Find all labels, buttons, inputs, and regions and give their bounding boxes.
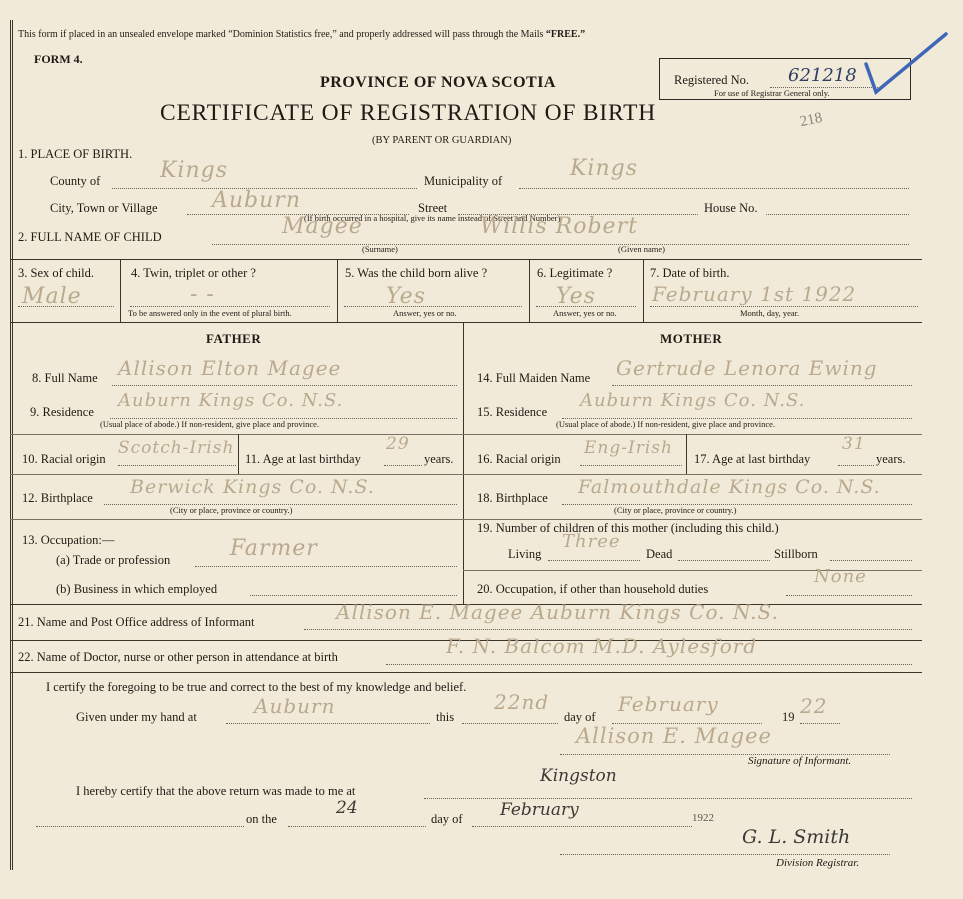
child-name-label: 2. FULL NAME OF CHILD	[18, 230, 162, 244]
municipality-label: Municipality of	[424, 174, 503, 188]
dead-label: Dead	[646, 547, 673, 561]
father-race-label: 10. Racial origin	[22, 452, 106, 466]
city-label: City, Town or Village	[50, 201, 158, 215]
doctor-label: 22. Name of Doctor, nurse or other person in attendance at birth	[18, 650, 338, 664]
given-place-value: Auburn	[254, 694, 336, 718]
certify-statement: I certify the foregoing to be true and correct to the best of my knowledge and belief.	[46, 680, 467, 694]
father-race-value: Scotch-Irish	[118, 438, 235, 458]
father-age-label: 11. Age at last birthday	[245, 452, 361, 466]
children-count-label: 19. Number of children of this mother (including this child.)	[477, 521, 779, 535]
trade-value: Farmer	[230, 536, 318, 561]
given-caption: (Given name)	[618, 244, 665, 254]
page-title: CERTIFICATE OF REGISTRATION OF BIRTH	[160, 100, 656, 126]
municipality-value: Kings	[570, 156, 639, 181]
mother-residence-note: (Usual place of abode.) If non-resident, give place and province.	[556, 419, 776, 429]
father-birthplace-note: (City or place, province or country.)	[170, 505, 293, 515]
living-value: Three	[562, 531, 621, 552]
place-of-birth-heading: 1. PLACE OF BIRTH.	[18, 147, 133, 161]
mother-name-value: Gertrude Lenora Ewing	[616, 356, 878, 380]
street-label: Street	[418, 201, 448, 215]
mother-name-label: 14. Full Maiden Name	[477, 371, 591, 385]
given-year-value: 22	[800, 694, 828, 718]
mother-birthplace-label: 18. Birthplace	[477, 491, 548, 505]
father-birthplace-label: 12. Birthplace	[22, 491, 93, 505]
given-month-value: February	[618, 692, 719, 716]
mail-notice: This form if placed in an unsealed envelope marked “Dominion Statistics free,” and properly addressed will pass through the Mails “FREE.”	[18, 29, 586, 40]
house-label: House No.	[704, 201, 758, 215]
alive-value: Yes	[386, 284, 426, 309]
mother-birthplace-note: (City or place, province or country.)	[614, 505, 737, 515]
mother-residence-label: 15. Residence	[477, 405, 548, 419]
legitimate-label: 6. Legitimate ?	[537, 266, 613, 280]
stillborn-label: Stillborn	[774, 547, 818, 561]
given-under-label: Given under my hand at	[76, 710, 197, 724]
father-name-value: Allison Elton Magee	[118, 356, 342, 380]
dob-note: Month, day, year.	[740, 308, 800, 318]
father-birthplace-value: Berwick Kings Co. N.S.	[130, 476, 375, 498]
father-age-value: 29	[386, 434, 410, 454]
alive-label: 5. Was the child born alive ?	[345, 266, 488, 280]
registrar-use-note: For use of Registrar General only.	[714, 88, 830, 98]
county-label: County of	[50, 174, 101, 188]
sex-label: 3. Sex of child.	[18, 266, 95, 280]
father-residence-note: (Usual place of abode.) If non-resident, give place and province.	[100, 419, 320, 429]
registrar-day-value: 24	[336, 798, 358, 818]
registered-label: Registered No.	[674, 73, 749, 87]
living-label: Living	[508, 547, 542, 561]
mother-occupation-label: 20. Occupation, if other than household duties	[477, 582, 709, 596]
division-registrar-caption: Division Registrar.	[776, 857, 860, 869]
sex-value: Male	[22, 284, 82, 309]
given-day-value: 22nd	[494, 690, 550, 714]
mother-birthplace-value: Falmouthdale Kings Co. N.S.	[578, 476, 881, 498]
city-value: Auburn	[212, 188, 301, 213]
informant-value: Allison E. Magee Auburn Kings Co. N.S.	[336, 600, 779, 624]
check-mark-icon	[862, 30, 952, 100]
business-label: (b) Business in which employed	[56, 582, 218, 596]
registrar-statement: I hereby certify that the above return was made to me at	[76, 784, 356, 798]
mother-race-value: Eng-Irish	[584, 438, 673, 458]
mother-heading: MOTHER	[660, 331, 723, 346]
informant-signature: Allison E. Magee	[576, 724, 772, 748]
mother-residence-value: Auburn Kings Co. N.S.	[580, 390, 806, 411]
dob-value: February 1st 1922	[652, 282, 857, 306]
given-year-prefix: 19	[782, 710, 795, 724]
county-value: Kings	[160, 158, 229, 183]
alive-note: Answer, yes or no.	[393, 308, 457, 318]
registrar-signature: G. L. Smith	[742, 826, 851, 848]
father-residence-label: 9. Residence	[30, 405, 94, 419]
twin-value: - -	[190, 282, 215, 307]
dob-label: 7. Date of birth.	[650, 266, 730, 280]
mother-age-unit: years.	[876, 452, 906, 466]
mother-age-value: 31	[842, 434, 866, 454]
trade-label: (a) Trade or profession	[56, 553, 171, 567]
mother-age-label: 17. Age at last birthday	[694, 452, 811, 466]
registrar-place-value: Kingston	[540, 766, 617, 786]
father-occupation-heading: 13. Occupation:—	[22, 533, 115, 547]
child-given-value: Willis Robert	[480, 214, 638, 239]
registrar-day-label: day of	[431, 812, 463, 826]
father-heading: FATHER	[206, 331, 262, 346]
registrar-year-value: 1922	[692, 812, 714, 824]
father-age-unit: years.	[424, 452, 454, 466]
informant-label: 21. Name and Post Office address of Informant	[18, 615, 255, 629]
form-number: FORM 4.	[34, 52, 83, 66]
twin-label: 4. Twin, triplet or other ?	[131, 266, 256, 280]
father-residence-value: Auburn Kings Co. N.S.	[118, 390, 344, 411]
father-name-label: 8. Full Name	[32, 371, 98, 385]
twin-note: To be answered only in the event of plural birth.	[128, 308, 292, 318]
legitimate-note: Answer, yes or no.	[553, 308, 617, 318]
registered-number: 621218	[788, 65, 857, 86]
doctor-value: F. N. Balcom M.D. Aylesford	[446, 634, 758, 658]
mother-race-label: 16. Racial origin	[477, 452, 561, 466]
mother-occupation-value: None	[814, 566, 867, 587]
legitimate-value: Yes	[556, 284, 596, 309]
stamp-number: 218	[798, 109, 824, 131]
page-subtitle: (BY PARENT OR GUARDIAN)	[372, 135, 512, 146]
child-surname-value: Magee	[282, 214, 363, 239]
given-day-label: day of	[564, 710, 596, 724]
on-the-label: on the	[246, 812, 277, 826]
informant-signature-caption: Signature of Informant.	[748, 755, 852, 767]
registrar-month-value: February	[500, 800, 579, 820]
surname-caption: (Surname)	[362, 244, 398, 254]
province-heading: PROVINCE OF NOVA SCOTIA	[320, 74, 556, 91]
this-label: this	[436, 710, 455, 724]
hospital-note: (If birth occurred in a hospital, give its name instead of Street and Number)	[304, 213, 561, 223]
